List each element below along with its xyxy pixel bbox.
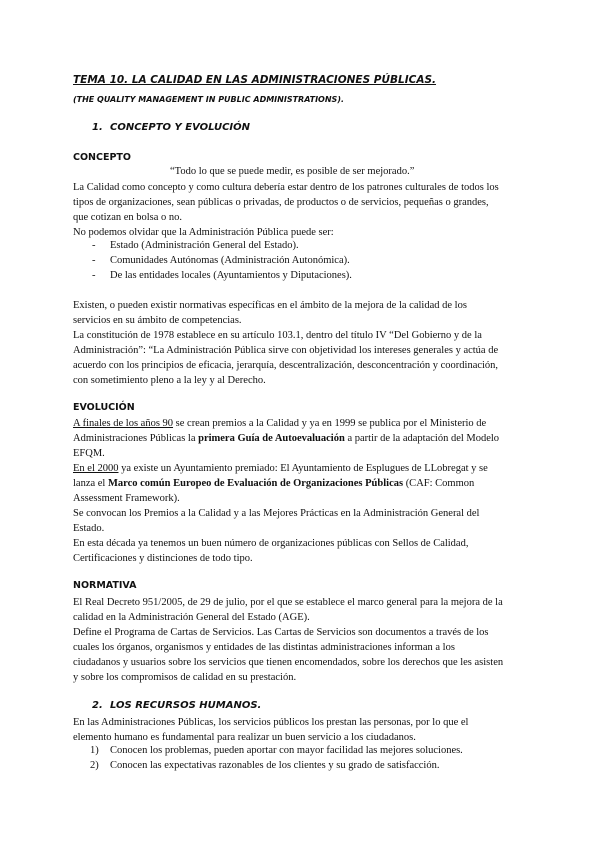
- document-title: TEMA 10. LA CALIDAD EN LAS ADMINISTRACIONES PÚBLICAS.: [73, 74, 437, 86]
- concepto-line-4: No podemos olvidar que la Administración Pública puede ser:: [73, 227, 334, 238]
- concepto-para2-line-4: Administración”: “La Administración Pública sirve con objetividad los intereses generales y actúa de: [73, 345, 499, 356]
- section2-number: 2.: [92, 700, 103, 711]
- concepto-line-3: que cotizan en bolsa o no.: [73, 212, 183, 223]
- concepto-para2-line-3: La constitución de 1978 establece en su artículo 103.1, dentro del título IV “Del Gobierno y de la: [73, 330, 482, 341]
- list-number: 2): [90, 760, 99, 771]
- bullet-item: De las entidades locales (Ayuntamientos y Diputaciones).: [110, 270, 352, 281]
- evolucion-text: se crean premios a la Calidad y ya en 1999 se publica por el Ministerio de: [173, 418, 487, 429]
- bullet-item: Estado (Administración General del Estado).: [110, 240, 299, 251]
- bullet-item: Comunidades Autónomas (Administración Autonómica).: [110, 255, 350, 266]
- evolucion-line-3: EFQM.: [73, 448, 105, 459]
- concepto-line-2: tipos de organizaciones, sean públicas o privadas, de productos o de servicios, pequeñas o grandes,: [73, 197, 489, 208]
- underlined-phrase: En el 2000: [73, 463, 119, 474]
- normativa-line-4: cuales los órganos, organismos y entidades de las distintas administraciones informan a los: [73, 642, 455, 653]
- evolucion-line-7: Se convocan los Premios a la Calidad y a las Mejores Prácticas en la Administración General del: [73, 508, 480, 519]
- evolucion-line-6: Assessment Framework).: [73, 493, 180, 504]
- list-number: 1): [90, 745, 99, 756]
- normativa-line-3: Define el Programa de Cartas de Servicios. Las Cartas de Servicios son documentos a través de los: [73, 627, 489, 638]
- evolucion-line-2: [73, 431, 499, 446]
- concepto-para2-line-1: Existen, o pueden existir normativas específicas en el ámbito de la mejora de la calidad de los: [73, 300, 467, 311]
- evolucion-line-10: Certificaciones y distinciones de todo tipo.: [73, 553, 253, 564]
- underlined-phrase: A finales de los años 90: [73, 418, 174, 429]
- normativa-line-2: calidad en la Administración General del Estado (AGE).: [73, 612, 310, 623]
- bullet-mark: -: [92, 255, 96, 266]
- list-item: Conocen los problemas, pueden aportar con mayor facilidad las mejores soluciones.: [110, 745, 463, 756]
- concepto-quote: “Todo lo que se puede medir, es posible de ser mejorado.”: [170, 166, 415, 177]
- section1-heading: CONCEPTO Y EVOLUCIÓN: [110, 122, 251, 133]
- bullet-mark: -: [92, 270, 96, 281]
- concepto-para2-line-2: servicios en su ámbito de competencias.: [73, 315, 242, 326]
- evolucion-text: a partir de la adaptación del Modelo: [344, 433, 500, 444]
- evolucion-line-5: [73, 476, 474, 491]
- concepto-para2-line-5: acuerdo con los principios de eficacia, jerarquía, descentralización, desconcentración y coordinación,: [73, 360, 499, 371]
- evolucion-text: ya existe un Ayuntamiento premiado: El Ayuntamiento de Esplugues de LLobregat y se: [118, 463, 488, 474]
- evolucion-text: (CAF: Common: [403, 478, 475, 489]
- bold-phrase: Marco común Europeo de Evaluación de Organizaciones Públicas: [107, 478, 404, 489]
- document-subtitle: (THE QUALITY MANAGEMENT IN PUBLIC ADMINISTRATIONS).: [73, 95, 345, 104]
- evolucion-line-4: [73, 461, 488, 476]
- normativa-line-6: y sobre los compromisos de calidad en su prestación.: [73, 672, 297, 683]
- evolucion-text: lanza el: [73, 478, 108, 489]
- evolucion-text: Administraciones Públicas la: [73, 433, 199, 444]
- concepto-heading: CONCEPTO: [73, 152, 131, 163]
- normativa-line-1: El Real Decreto 951/2005, de 29 de julio, por el que se establece el marco general para la mejora de la: [73, 597, 503, 608]
- list-item: Conocen las expectativas razonables de los clientes y su grado de satisfacción.: [110, 760, 440, 771]
- concepto-para2-line-6: con sometimiento pleno a la ley y al Derecho.: [73, 375, 266, 386]
- bullet-mark: -: [92, 240, 96, 251]
- section2-line-2: elemento humano es fundamental para realizar un buen servicio a los ciudadanos.: [73, 732, 416, 743]
- section1-number: 1.: [92, 122, 103, 133]
- bold-phrase: primera Guía de Autoevaluación: [198, 433, 345, 444]
- normativa-line-5: ciudadanos y usuarios sobre los servicios que tienen encomendados, sobre los derechos que les asisten: [73, 657, 504, 668]
- concepto-line-1: La Calidad como concepto y como cultura debería estar dentro de los patrones culturales de todos los: [73, 182, 499, 193]
- normativa-heading: NORMATIVA: [73, 580, 137, 591]
- evolucion-line-1: [73, 416, 486, 431]
- section2-heading: LOS RECURSOS HUMANOS.: [110, 700, 262, 711]
- evolucion-heading: EVOLUCIÓN: [73, 402, 135, 413]
- evolucion-line-9: En esta década ya tenemos un buen número de organizaciones públicas con Sellos de Calidad,: [73, 538, 469, 549]
- evolucion-line-8: Estado.: [73, 523, 105, 534]
- section2-line-1: En las Administraciones Públicas, los servicios públicos los prestan las personas, por lo que el: [73, 717, 469, 728]
